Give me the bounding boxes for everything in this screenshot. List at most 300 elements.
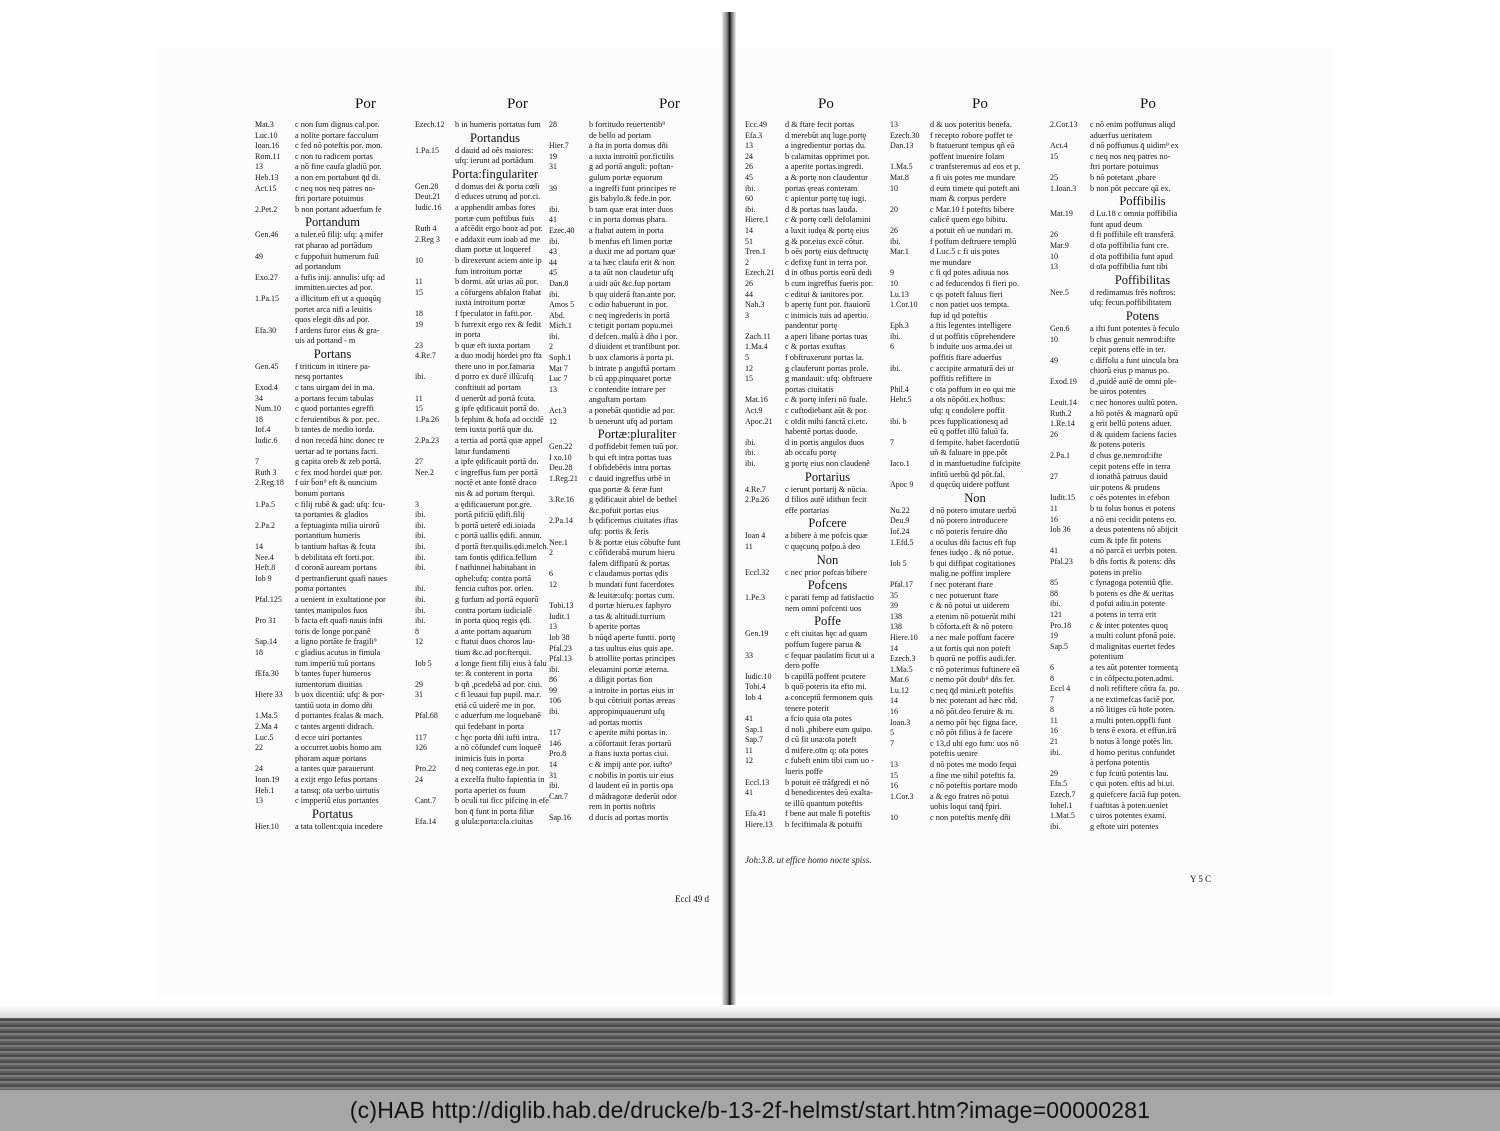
scripture-reference: Pfal.23 — [1050, 556, 1073, 566]
entry-text: b in humeris portatus fum — [455, 120, 541, 129]
index-entry — [890, 268, 1060, 279]
scripture-reference: ibi. — [549, 331, 560, 341]
entry-text: ufq: q condolere poffit — [930, 406, 1005, 416]
entry-text: a non em portabunt q̄d di. — [295, 172, 381, 182]
entry-text: contra portam iudicialē — [455, 605, 532, 615]
index-entry — [549, 686, 725, 697]
scripture-reference: 7 — [255, 457, 259, 467]
entry-text: anguftam portam — [589, 395, 646, 405]
entry-text: c & portas exuftas — [785, 342, 846, 352]
scripture-reference: 21 — [1050, 737, 1058, 747]
index-entry — [745, 704, 910, 715]
scripture-reference: 41 — [549, 215, 557, 225]
entry-text: ufq: ierunt ad portādum — [455, 156, 534, 166]
index-entry — [255, 468, 410, 479]
entry-text: b cū app.pinquaret portæ — [589, 374, 672, 384]
entry-text: c tranfsteremus ad eos et p. — [930, 162, 1021, 172]
entry-text: b chus genuit nemrod:ifte — [1090, 334, 1176, 344]
scripture-reference: 138 — [890, 611, 902, 621]
scripture-reference: 13 — [255, 796, 263, 806]
index-entry — [1050, 398, 1235, 409]
index-entry — [255, 711, 410, 722]
scripture-reference: Ioan.19 — [255, 775, 280, 785]
entry-text: a ligno portāte fe fragili⁹ — [295, 637, 377, 647]
entry-text: c neq nos neq patres no- — [295, 183, 376, 193]
entry-text: conftituit ad portam — [455, 383, 521, 393]
index-entry — [890, 470, 1060, 481]
scan-edge-band — [0, 1018, 1500, 1090]
entry-text: c 13,d ubi ego fum: uos nō — [930, 738, 1019, 748]
index-entry — [1050, 716, 1235, 727]
index-entry — [1050, 726, 1235, 737]
scripture-reference: Pro.8 — [549, 749, 567, 759]
scripture-reference: Nee.5 — [1050, 287, 1069, 297]
entry-text: b induite uos arma.dei ut — [930, 342, 1013, 352]
index-entry — [255, 669, 410, 680]
entry-text: d filios autē idithun fecit — [785, 495, 867, 505]
entry-text: a ingredientur portas du. — [785, 141, 867, 151]
index-entry — [890, 633, 1060, 644]
entry-text: poffitis ftare aduerfus — [930, 353, 1002, 363]
index-entry — [549, 162, 725, 173]
index-entry — [890, 194, 1060, 205]
index-entry — [890, 654, 1060, 665]
index-entry — [255, 252, 410, 263]
index-entry — [1050, 621, 1235, 632]
scripture-reference: 11 — [745, 541, 753, 551]
entry-text: d oīa poffibilia funt cre. — [1090, 240, 1169, 250]
index-entry — [745, 593, 910, 604]
scripture-reference: 10 — [890, 813, 898, 822]
scripture-reference: Gen.19 — [745, 629, 769, 639]
index-entry — [890, 781, 1060, 792]
entry-text: phoram aquæ portans — [295, 753, 367, 763]
scripture-reference: 45 — [549, 268, 557, 278]
index-entry — [549, 268, 725, 279]
scripture-reference: Deu.28 — [549, 463, 573, 473]
running-header: Por — [507, 96, 528, 112]
index-entry — [745, 173, 910, 184]
scripture-reference: Mat.19 — [1050, 209, 1073, 219]
scripture-reference: Rom.11 — [255, 151, 281, 161]
entry-text: a nemo pōt hęc figna face. — [930, 717, 1018, 727]
scripture-reference: ibi. — [1050, 821, 1061, 831]
index-entry — [255, 315, 410, 326]
scripture-reference: 12 — [745, 756, 753, 766]
index-entry — [1050, 173, 1235, 184]
entry-text: a tes aūt potenter tormentą — [1090, 662, 1179, 672]
scripture-reference: 2.Pa.2 — [255, 520, 275, 530]
entry-text: c dauid ingreffus urbē in — [589, 474, 671, 483]
index-heading — [255, 347, 410, 362]
scripture-reference: Exod.4 — [255, 383, 278, 393]
entry-text: nem omni pofcenti uos — [785, 603, 862, 613]
entry-text: c parati femp ad fatisfactio — [785, 593, 874, 603]
entry-text: inimicis fuis in porta — [455, 753, 524, 763]
entry-text: portantium humeris — [295, 531, 361, 541]
entry-text: malig.ne poffint implere — [930, 569, 1011, 579]
entry-text: ad portas mortis — [589, 717, 643, 727]
entry-text: cum & ipfe fit potens — [1090, 535, 1161, 545]
scripture-reference: 6 — [549, 569, 553, 579]
entry-text: cepit potens effe in ter. — [1090, 345, 1166, 355]
index-entry — [890, 459, 1060, 470]
index-entry — [745, 290, 910, 301]
scripture-reference: Ezech.30 — [890, 130, 920, 140]
index-entry — [890, 749, 1060, 760]
entry-text: a tuler.eū filij: ufq: ą mifer — [295, 230, 384, 240]
index-entry — [549, 453, 725, 464]
index-entry — [1050, 652, 1235, 663]
scripture-reference: 10 — [1050, 334, 1058, 344]
entry-text: a conceptū fermonem quis — [785, 692, 873, 702]
scripture-reference: Mat 7 — [549, 363, 568, 373]
scripture-reference: Mich.1 — [549, 321, 572, 331]
scripture-reference: 22 — [255, 743, 263, 753]
scripture-reference: 5 — [745, 353, 749, 363]
scripture-reference: 8 — [1050, 673, 1054, 683]
scripture-reference: 44 — [549, 257, 557, 267]
scripture-reference: ibi. — [415, 616, 426, 626]
index-entry — [549, 258, 725, 269]
entry-text: c editui & ianitores por. — [785, 289, 864, 299]
index-entry — [745, 321, 910, 332]
index-entry — [255, 152, 410, 163]
index-entry — [549, 622, 725, 633]
entry-text: d ecce uiri portantes — [295, 732, 363, 742]
index-heading — [745, 578, 910, 593]
scripture-reference: 2.Reg.18 — [255, 478, 284, 488]
entry-text: a ponebāt quotidie ad por. — [589, 406, 675, 416]
entry-text: b dormi. aūt urias aū por. — [455, 277, 539, 287]
scripture-reference: Abd. — [549, 310, 565, 320]
scripture-reference: 99 — [549, 685, 557, 695]
scripture-reference: 2 — [549, 342, 553, 352]
entry-text: a portans fecum tabulas — [295, 393, 374, 403]
index-entry — [255, 764, 410, 775]
entry-text: b oculi tui ficc pifcinę in efe — [455, 796, 549, 806]
entry-text: c fubeft enim tibi cum uo - — [785, 756, 874, 766]
index-entry — [255, 273, 410, 284]
entry-text: d mādragoræ dederūt odor — [589, 791, 677, 801]
index-entry — [890, 696, 1060, 707]
entry-text: d pofui adiu.in potente — [1090, 599, 1166, 609]
entry-text: c quęcunq pofpo.à deo — [785, 541, 861, 551]
scripture-reference: 24 — [745, 151, 753, 161]
scripture-reference: ibi. — [549, 707, 560, 717]
entry-text: tium &c.ad por.fterqui. — [455, 647, 532, 657]
entry-text: c & impij ante por. iufto⁹ — [589, 760, 673, 770]
index-entry — [549, 675, 725, 686]
index-entry — [549, 442, 725, 453]
scripture-reference: 33 — [745, 650, 753, 660]
index-entry — [745, 820, 910, 831]
entry-text: a ta hæc claufa erit & non — [589, 257, 675, 267]
index-entry — [890, 480, 1060, 491]
scripture-reference: Iob 4 — [745, 692, 762, 702]
scripture-reference: 6 — [1050, 662, 1054, 672]
index-entry — [1050, 515, 1235, 526]
index-entry — [549, 516, 725, 527]
entry-text: b menfus eft limen portæ — [589, 236, 673, 246]
entry-text: c nec potuerunt ftare — [930, 590, 999, 600]
entry-text: g ipfe ędificauit portā do. — [455, 404, 540, 414]
entry-text: c nec prior pofcas bibere — [785, 567, 868, 577]
entry-text: c tantes argenti didrach. — [295, 722, 375, 732]
entry-text: c feruientibus & por. pec. — [295, 414, 380, 424]
index-entry — [890, 771, 1060, 782]
scripture-reference: Ezec.40 — [549, 225, 575, 235]
index-heading — [1050, 273, 1235, 288]
scripture-reference: 9 — [890, 268, 894, 278]
entry-text: ftri portare potuimus — [1090, 162, 1159, 172]
entry-text: b portā ueterē edi.ioiada — [455, 520, 536, 530]
entry-text: d Lu.18 c omnia poffibilia — [1090, 209, 1178, 219]
index-entry — [255, 394, 410, 405]
copyright-url-text: (c)HAB http://diglib.hab.de/drucke/b-13-2f-helmst/start.htm?image=00000281 — [349, 1097, 1151, 1123]
index-entry — [1050, 324, 1235, 335]
scripture-reference: 24 — [255, 764, 263, 774]
scripture-reference: 7 — [890, 738, 894, 748]
entry-text: f fpeculator in fafti.por. — [455, 308, 533, 318]
scripture-reference: 8 — [1050, 705, 1054, 715]
index-entry — [255, 616, 410, 627]
entry-text: c non tu radicem portas — [295, 151, 373, 161]
entry-text: Porta:fingulariter — [451, 166, 539, 181]
entry-text: d domus dei & porta cœli — [455, 181, 540, 191]
scripture-reference: Nee.2 — [415, 467, 434, 477]
scripture-reference: Hier.10 — [255, 821, 279, 831]
scripture-reference: Iob 36 — [1050, 525, 1071, 535]
entry-text: b uox clamoris à porta pi. — [589, 353, 674, 363]
entry-text: g ędificauit abiel de bethel — [589, 495, 678, 505]
entry-text: a tata tollent:quia incedere — [295, 821, 383, 831]
index-entry — [745, 374, 910, 385]
entry-text: g ad portā anguli: poftan- — [589, 162, 674, 172]
scripture-reference: 86 — [549, 675, 557, 685]
index-entry — [255, 326, 410, 337]
index-entry — [549, 279, 725, 290]
entry-text: a ne extimefcas faciē por. — [1090, 694, 1175, 704]
index-entry — [255, 690, 410, 701]
scripture-reference: Ezech.7 — [1050, 790, 1076, 800]
index-entry — [1050, 790, 1235, 801]
index-heading — [1050, 194, 1235, 209]
entry-text: c claudamus portas ędis — [589, 569, 669, 579]
entry-text: a nō cōfundef cum loqueē — [455, 743, 542, 753]
handwritten-annotation: Joh:3.8. ut effice homo nocte spiss. — [745, 855, 872, 865]
scripture-reference: 2.Pet.2 — [255, 204, 278, 214]
scripture-reference: 18 — [255, 414, 263, 424]
index-entry — [1050, 356, 1235, 367]
entry-text: portæ cum poftibus fuis — [455, 213, 535, 223]
entry-text: ftri portare potuimus — [295, 194, 364, 204]
scripture-reference: 14 — [890, 696, 898, 706]
index-entry — [1050, 230, 1235, 241]
entry-text: c qs poteft faluus fieri — [930, 289, 1003, 299]
entry-text: porta aperiet os fuum — [455, 785, 526, 795]
scripture-reference: 1.Efd.5 — [890, 537, 914, 547]
index-entry — [890, 612, 1060, 623]
scripture-reference: 4.Re.7 — [745, 484, 766, 494]
scripture-reference: 1.Pa.5 — [255, 499, 275, 509]
index-entry — [745, 300, 910, 311]
index-entry — [549, 385, 725, 396]
entry-text: g eftote uiri potentes — [1090, 821, 1159, 831]
scripture-reference: Mat.3 — [255, 120, 274, 129]
scripture-reference: ibi. — [549, 781, 560, 791]
index-entry — [1050, 822, 1235, 833]
index-entry — [549, 771, 725, 782]
index-entry — [549, 194, 725, 205]
scripture-reference: 29 — [1050, 768, 1058, 778]
entry-text: Pofcens — [807, 578, 848, 593]
index-entry — [890, 665, 1060, 676]
scripture-reference: 2.Ma 4 — [255, 722, 278, 732]
index-column — [890, 120, 1060, 824]
entry-text: b debilitata eft forti.por. — [295, 552, 375, 562]
index-entry — [745, 714, 910, 725]
entry-text: c ad feducendos fi fieri po. — [930, 278, 1019, 288]
entry-text: poffent inuenire folam — [930, 151, 1005, 161]
scripture-reference: Iudic.10 — [745, 671, 772, 681]
entry-text: g portę eius non claudenē — [785, 459, 870, 468]
scripture-reference: ibi. — [549, 664, 560, 674]
entry-text: b uenerunt ufq ad portam — [589, 416, 673, 426]
index-entry — [255, 457, 410, 468]
entry-text: c filij rubē & gad: ufq: fcu- — [295, 499, 386, 509]
entry-text: poffitis refiftere in — [930, 374, 992, 384]
scripture-reference: Soph.1 — [549, 353, 572, 363]
scripture-reference: Hier.7 — [549, 141, 569, 151]
entry-text: c neq q̄d mini.eft poteftis — [930, 685, 1014, 695]
index-entry — [745, 226, 910, 237]
scripture-reference: ibi. — [549, 236, 560, 246]
scripture-reference: 4.Re.7 — [415, 351, 436, 361]
entry-text: d poffidebit femen tuū por. — [589, 442, 679, 452]
scripture-reference: 2.Pa.26 — [745, 495, 769, 505]
entry-text: c Mar.10 f poteftis bibere — [930, 204, 1015, 214]
entry-text: d nō potero introducere — [930, 516, 1008, 526]
index-entry — [255, 372, 410, 383]
scripture-reference: 1.Ma.4 — [745, 342, 768, 352]
scripture-reference: Hiere 33 — [255, 690, 283, 700]
scripture-reference: Pfal.68 — [415, 711, 438, 721]
entry-text: a ipfe ędificauit portā do. — [455, 457, 539, 467]
entry-text: c & portę inferi nō fuale. — [785, 395, 868, 405]
scripture-reference: Hiere.1 — [745, 215, 769, 225]
entry-text: & leuitæ:ufq: portas cum. — [589, 590, 675, 600]
entry-text: b quę uiderā ftan.ante por. — [589, 289, 676, 299]
index-entry — [890, 237, 1060, 248]
entry-text: c nec honores uultū poten. — [1090, 398, 1178, 408]
entry-text: c neq ingrederis in portā — [589, 310, 670, 320]
entry-text: toris de longe por.panē — [295, 626, 371, 636]
scripture-reference: 6 — [890, 342, 894, 352]
entry-text: d merebūt atq luge.portę — [785, 130, 867, 140]
entry-text: b non pōt peccare qā ex. — [1090, 183, 1171, 193]
index-entry — [549, 290, 725, 301]
index-entry — [255, 184, 410, 195]
scripture-reference: Iof.4 — [255, 425, 271, 435]
index-entry — [549, 417, 725, 428]
entry-text: c eft ciuitas hęc ad quam — [785, 629, 868, 639]
entry-text: c fi qd potes adiuua nos — [930, 268, 1009, 278]
index-entry — [890, 516, 1060, 527]
scripture-reference: 18 — [255, 647, 263, 657]
scripture-reference: 13 — [1050, 262, 1058, 272]
entry-text: d pertranfierunt quafi naues — [295, 573, 387, 583]
scripture-reference: 2.Pa.23 — [415, 436, 439, 446]
entry-text: tam fontis ędifica.fellum — [455, 552, 537, 562]
entry-text: Portæ:pluraliter — [597, 427, 677, 442]
entry-text: a luxit iudęa & portę eius — [785, 225, 870, 235]
index-entry — [890, 247, 1060, 258]
scripture-reference: Apoc.21 — [745, 416, 773, 426]
index-entry — [549, 538, 725, 549]
entry-text: b ędificemus ciuitates iftas — [589, 516, 678, 526]
running-header: Po — [972, 96, 988, 112]
entry-text: c nobilis in portis uir eius — [589, 770, 674, 780]
scripture-reference: Ruth.2 — [1050, 408, 1072, 418]
scripture-reference: 117 — [549, 728, 561, 738]
index-entry — [745, 237, 910, 248]
scripture-reference: 15 — [745, 374, 753, 384]
entry-text: d mifere.oīm q: oīa potes — [785, 745, 869, 755]
entry-text: in porta quoq regis ędi. — [455, 616, 532, 626]
scripture-reference: 10 — [890, 278, 898, 288]
index-entry — [1050, 298, 1235, 309]
scripture-reference: Hebr.5 — [890, 395, 912, 405]
entry-text: b dñs fortis & potens: dñs — [1090, 556, 1176, 566]
entry-text: d portæ hieru.ex faphyro — [589, 601, 672, 611]
entry-text: c nō poterimus fuftinere eā — [930, 664, 1020, 674]
entry-text: c apientur portę tuę iugi. — [785, 194, 867, 204]
scripture-reference: 26 — [890, 225, 898, 235]
entry-text: rem in portis noftris — [589, 802, 656, 812]
entry-text: nis & ad portam fterqui. — [455, 489, 535, 498]
entry-text: Pofcere — [808, 516, 847, 531]
entry-text: iuxta introitum portæ — [455, 298, 526, 308]
entry-text: c fed nō poteftis por. mon. — [295, 141, 383, 151]
entry-text: a diligit portas fion — [589, 675, 653, 685]
entry-text: appropinquauerunt ufq — [589, 707, 665, 717]
entry-text: aduerfus ueritatem — [1090, 130, 1152, 140]
scripture-reference: 39 — [890, 601, 898, 611]
entry-text: a fta in porta domus dñi — [589, 141, 669, 151]
index-heading — [890, 491, 1060, 506]
entry-text: b mundati funt facerdotes — [589, 579, 675, 589]
index-entry — [255, 294, 410, 305]
index-entry — [890, 591, 1060, 602]
index-heading — [549, 427, 725, 442]
entry-text: a etenim nō potuerūt mihi — [930, 611, 1016, 621]
index-entry — [745, 682, 910, 693]
scripture-reference: ibi. — [890, 236, 901, 246]
index-entry — [745, 746, 910, 757]
scripture-reference: 13 — [890, 760, 898, 770]
entry-text: c uiros potentes exami. — [1090, 811, 1167, 821]
entry-text: d & ftare fecit portas — [785, 120, 855, 129]
index-entry — [1050, 642, 1235, 653]
scripture-reference: 3 — [415, 499, 419, 509]
entry-text: te illū quantum poteftis — [785, 798, 863, 808]
entry-text: c in porta domus phara. — [589, 215, 668, 225]
index-entry — [255, 120, 410, 131]
index-entry — [890, 548, 1060, 559]
index-entry — [745, 629, 910, 640]
index-entry — [890, 353, 1060, 364]
